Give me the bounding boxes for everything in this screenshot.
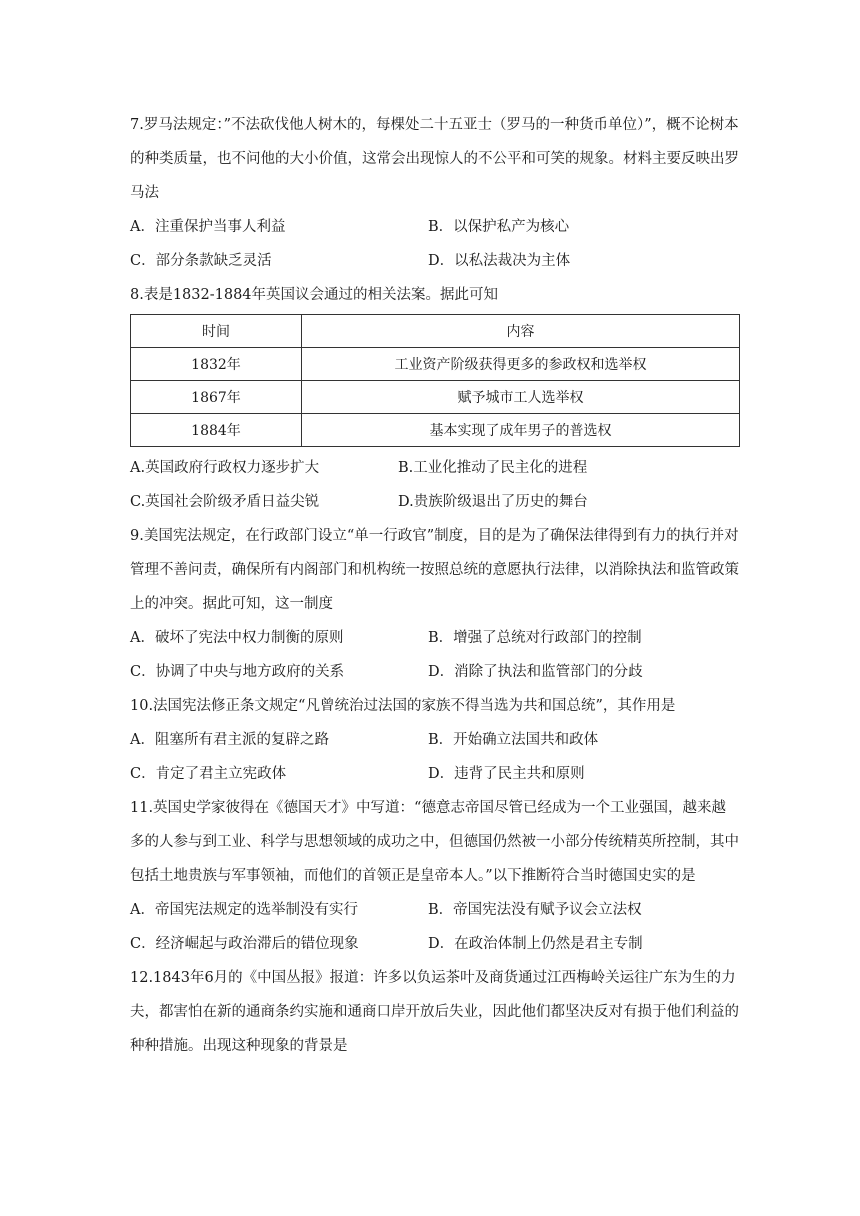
question-11-options-row-1 <box>130 893 740 927</box>
question-9-option-d: D．消除了执法和监管部门的分歧 <box>428 664 643 680</box>
question-11-option-d: D．在政治体制上仍然是君主专制 <box>428 936 643 952</box>
question-9-stem: 9.美国宪法规定，在行政部门设立“单一行政官”制度，目的是为了确保法律得到有力的执行并对管理不善问责，确保所有内阁部门和机构统一按照总统的意愿执行法律，以消除执法和监管政策上的冲突。据此可知，这一制度 <box>130 528 739 612</box>
question-7-option-c: C．部分条款缺乏灵活 <box>130 253 272 269</box>
question-8-option-a: A.英国政府行政权力逐步扩大 <box>130 460 320 476</box>
question-11-options-row-2 <box>130 927 740 961</box>
question-8-options-row-2 <box>130 485 740 519</box>
table-header-time: 时间 <box>131 315 302 348</box>
exam-page <box>130 108 740 1063</box>
question-9-options-row-2 <box>130 655 740 689</box>
table-cell-content: 工业资产阶级获得更多的参政权和选举权 <box>302 348 740 381</box>
table-cell-content: 赋予城市工人选举权 <box>302 381 740 414</box>
question-10-options-row-1 <box>130 723 740 757</box>
question-10-option-d: D．违背了民主共和原则 <box>428 766 585 782</box>
question-9-option-c: C．协调了中央与地方政府的关系 <box>130 664 345 680</box>
question-7-option-a: A．注重保护当事人利益 <box>130 219 286 235</box>
question-7-option-b: B．以保护私产为核心 <box>428 219 570 235</box>
table-row <box>131 381 740 414</box>
question-8-stem: 8.表是1832-1884年英国议会通过的相关法案。据此可知 <box>130 287 499 303</box>
question-8-option-b: B.工业化推动了民主化的进程 <box>398 460 588 476</box>
table-row <box>131 348 740 381</box>
table-header-content: 内容 <box>302 315 740 348</box>
table-cell-year: 1867年 <box>131 381 302 414</box>
question-12-stem: 12.1843年6月的《中国丛报》报道：许多以负运茶叶及商货通过江西梅岭关运往广东为生的力夫，都害怕在新的通商条约实施和通商口岸开放后失业，因此他们都坚决反对有损于他们利益的种种措施。出现这种现象的背景是 <box>130 970 739 1054</box>
question-9-options-row-1 <box>130 621 740 655</box>
question-10-options-row-2 <box>130 757 740 791</box>
table-header-row <box>131 315 740 348</box>
question-10-option-a: A．阻塞所有君主派的复辟之路 <box>130 732 329 748</box>
table-row <box>131 414 740 447</box>
legislation-table <box>130 314 740 447</box>
question-7-option-d: D．以私法裁决为主体 <box>428 253 571 269</box>
question-8-option-d: D.贵族阶级退出了历史的舞台 <box>398 494 588 510</box>
table-cell-content: 基本实现了成年男子的普选权 <box>302 414 740 447</box>
question-8-option-c: C.英国社会阶级矛盾日益尖锐 <box>130 494 320 510</box>
question-11-stem: 11.英国史学家彼得在《德国天才》中写道：“德意志帝国尽管已经成为一个工业强国，越来越多的人参与到工业、科学与思想领域的成功之中，但德国仍然被一小部分传统精英所控制，其中包括土地贵族与军事领袖，而他们的首领正是皇帝本人。”以下推断符合当时德国史实的是 <box>130 800 739 884</box>
question-11-option-c: C．经济崛起与政治滞后的错位现象 <box>130 936 359 952</box>
question-10-option-c: C．肯定了君主立宪政体 <box>130 766 287 782</box>
question-9-option-b: B．增强了总统对行政部门的控制 <box>428 630 642 646</box>
question-10-option-b: B．开始确立法国共和政体 <box>428 732 599 748</box>
question-7-stem: 7.罗马法规定：”不法砍伐他人树木的，每棵处二十五亚士（罗马的一种货币单位）”，概不论树本的种类质量，也不问他的大小价值，这常会出现惊人的不公平和可笑的规象。材料主要反映出罗马法 <box>130 117 739 201</box>
question-11-option-b: B．帝国宪法没有赋予议会立法权 <box>428 902 642 918</box>
question-7-options-row-2 <box>130 244 740 278</box>
question-8-options-row-1 <box>130 451 740 485</box>
question-7-options-row-1 <box>130 210 740 244</box>
table-cell-year: 1832年 <box>131 348 302 381</box>
question-10-stem: 10.法国宪法修正条文规定“凡曾统治过法国的家族不得当选为共和国总统”，其作用是 <box>130 698 676 714</box>
question-11-option-a: A．帝国宪法规定的选举制没有实行 <box>130 902 358 918</box>
table-cell-year: 1884年 <box>131 414 302 447</box>
question-9-option-a: A．破坏了宪法中权力制衡的原则 <box>130 630 344 646</box>
